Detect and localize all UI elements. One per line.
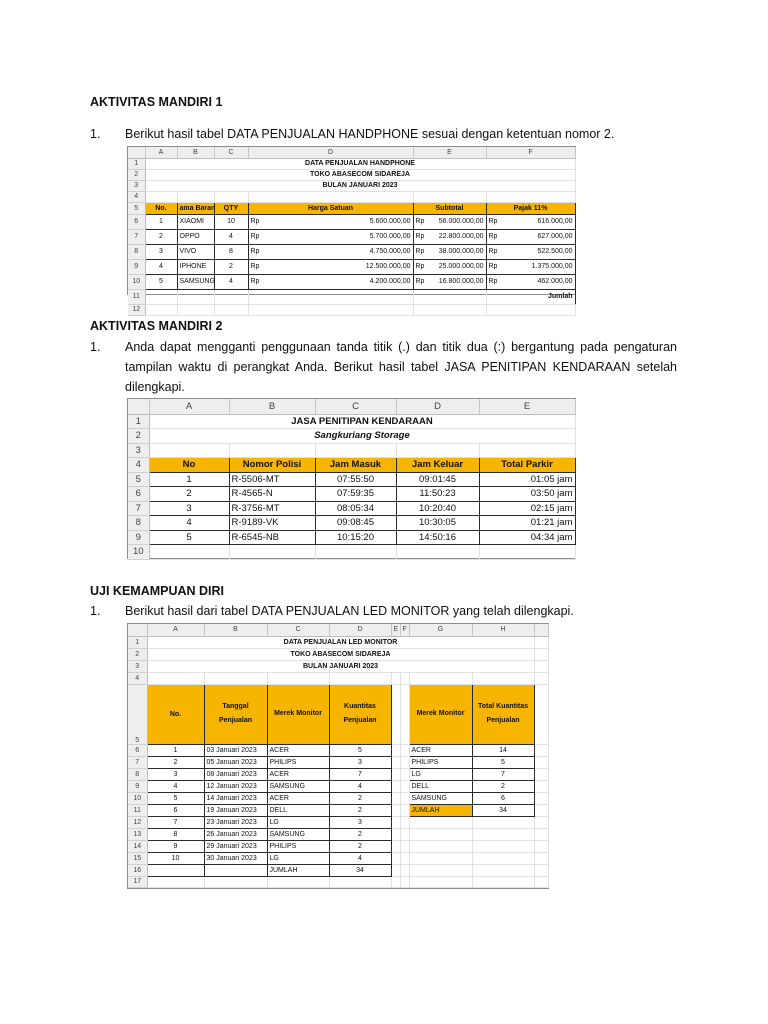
spacer-cell[interactable] [400, 780, 409, 792]
cell-merek[interactable]: PHILIPS [267, 756, 329, 768]
cell-qty[interactable]: 8 [214, 244, 248, 259]
cell-no[interactable]: 5 [147, 792, 204, 804]
empty-cell[interactable] [534, 780, 548, 792]
cell-nomor-polisi[interactable]: R-6545-NB [229, 530, 315, 545]
cell-subtotal[interactable] [413, 214, 486, 229]
cell-merek[interactable]: SAMSUNG [267, 780, 329, 792]
cell-no[interactable]: 4 [147, 780, 204, 792]
table-row [128, 244, 575, 259]
item-number: 1. [90, 604, 101, 618]
cell-merek[interactable]: ACER [267, 768, 329, 780]
cell-no[interactable]: 2 [147, 756, 204, 768]
empty-cell[interactable] [409, 828, 472, 840]
cell-harga[interactable]: 12.500.000,00 [341, 259, 413, 274]
pajak-value: 616.000,00 [537, 218, 573, 225]
cell-currency[interactable]: Rp [248, 214, 341, 229]
cell-tanggal[interactable]: 05 Januari 2023 [204, 756, 267, 768]
cell-jam-keluar[interactable]: 14:50:16 [396, 530, 479, 545]
row-header[interactable]: 2 [128, 169, 145, 180]
sheet-subtitle[interactable]: TOKO ABASECOM SIDAREJA [147, 648, 534, 660]
table-row [128, 792, 548, 804]
row-header[interactable]: 15 [128, 852, 147, 864]
column-header[interactable]: B [204, 624, 267, 636]
spacer-cell[interactable] [400, 816, 409, 828]
spacer-cell[interactable] [391, 840, 400, 852]
row-header[interactable]: 16 [128, 864, 147, 876]
column-header[interactable]: H [472, 624, 534, 636]
cell-kuantitas[interactable]: 4 [329, 780, 391, 792]
table-row [128, 744, 548, 756]
column-header[interactable]: C [267, 624, 329, 636]
column-header[interactable]: F [486, 147, 575, 158]
spacer-cell[interactable] [391, 744, 400, 756]
cell-qty[interactable]: 10 [214, 214, 248, 229]
cell-tanggal[interactable]: 29 Januari 2023 [204, 840, 267, 852]
spacer-cell[interactable] [391, 828, 400, 840]
row-header[interactable]: 11 [128, 804, 147, 816]
cell-total-parkir[interactable]: 02:15 jam [479, 501, 575, 516]
table-row [128, 501, 575, 516]
cell-nomor-polisi[interactable]: R-9189-VK [229, 516, 315, 531]
cell-kuantitas[interactable]: 2 [329, 804, 391, 816]
row-header[interactable]: 12 [128, 304, 145, 315]
sheet-period[interactable]: BULAN JANUARI 2023 [145, 180, 575, 191]
cell-no[interactable]: 3 [145, 244, 177, 259]
currency-label: Rp [488, 263, 498, 270]
row-header[interactable]: 7 [128, 501, 149, 516]
table-row [128, 229, 575, 244]
currency-label: Rp [415, 233, 425, 240]
cell-jam-keluar[interactable]: 11:50:23 [396, 487, 479, 502]
spacer-cell[interactable] [400, 768, 409, 780]
table-row [128, 756, 548, 768]
spacer-cell[interactable] [400, 828, 409, 840]
intro-text: Berikut hasil dari tabel DATA PENJUALAN LED MONITOR yang telah dilengkapi. [125, 604, 574, 618]
row-header[interactable]: 6 [128, 487, 149, 502]
table-row [128, 214, 575, 229]
row-header[interactable]: 1 [128, 158, 145, 169]
empty-cell[interactable] [534, 816, 548, 828]
instruction-line: Anda dapat mengganti penggunaan tanda titik (.) dan titik dua (:) bergantung pada pengaturan [125, 340, 677, 354]
row-header[interactable]: 14 [128, 840, 147, 852]
summary-merek[interactable]: PHILIPS [409, 756, 472, 768]
cell-nama-barang[interactable]: SAMSUNG [177, 274, 214, 289]
cell-jam-masuk[interactable]: 07:55:50 [315, 472, 396, 487]
empty-cell[interactable] [472, 840, 534, 852]
empty-cell[interactable] [534, 756, 548, 768]
header-qty[interactable]: QTY [214, 202, 248, 214]
cell-subtotal[interactable] [413, 274, 486, 289]
header-jam-keluar[interactable]: Jam Keluar [396, 458, 479, 473]
cell-tanggal[interactable]: 19 Januari 2023 [204, 804, 267, 816]
row-header[interactable]: 6 [128, 744, 147, 756]
spacer-cell[interactable] [391, 804, 400, 816]
cell-no[interactable]: 1 [145, 214, 177, 229]
header-no[interactable]: No. [147, 684, 204, 744]
spreadsheet-jasa-penitipan [127, 398, 576, 559]
column-header[interactable]: C [315, 399, 396, 414]
table-row [128, 840, 548, 852]
row-header[interactable]: 8 [128, 244, 145, 259]
currency-label: Rp [488, 218, 498, 225]
row-header[interactable]: 10 [128, 792, 147, 804]
header-total-parkir[interactable]: Total Parkir [479, 458, 575, 473]
summary-merek[interactable]: DELL [409, 780, 472, 792]
section-heading-aktivitas-2: AKTIVITAS MANDIRI 2 [90, 319, 223, 333]
cell-subtotal[interactable] [413, 259, 486, 274]
row-header[interactable]: 6 [128, 214, 145, 229]
cell-total-parkir[interactable]: 03:50 jam [479, 487, 575, 502]
cell-kuantitas[interactable]: 3 [329, 816, 391, 828]
empty-cell[interactable] [472, 816, 534, 828]
empty-cell[interactable] [534, 792, 548, 804]
cell-subtotal[interactable] [413, 229, 486, 244]
row-header[interactable]: 10 [128, 545, 149, 560]
spacer-cell[interactable] [391, 780, 400, 792]
subtotal-value: 56.000.000,00 [438, 218, 484, 225]
header-nomor-polisi[interactable]: Nomor Polisi [229, 458, 315, 473]
pajak-value: 1.375.000,00 [531, 263, 573, 270]
cell-no[interactable]: 4 [145, 259, 177, 274]
item-number: 1. [90, 127, 101, 141]
cell-kuantitas[interactable]: 3 [329, 756, 391, 768]
row-header[interactable]: 3 [128, 443, 149, 458]
row-header[interactable]: 1 [128, 636, 147, 648]
cell-tanggal[interactable]: 14 Januari 2023 [204, 792, 267, 804]
spacer-cell[interactable] [391, 792, 400, 804]
cell-merek[interactable]: DELL [267, 804, 329, 816]
header-pajak[interactable]: Pajak 11% [486, 202, 575, 214]
header-no[interactable]: No [149, 458, 229, 473]
section-heading-aktivitas-1: AKTIVITAS MANDIRI 1 [90, 95, 223, 109]
cell-qty[interactable]: 4 [214, 274, 248, 289]
subtotal-value: 38.000.000,00 [438, 248, 484, 255]
column-header[interactable]: B [229, 399, 315, 414]
pajak-value: 462.000,00 [537, 278, 573, 285]
cell-total-parkir[interactable]: 04:34 jam [479, 530, 575, 545]
column-header[interactable]: D [248, 147, 413, 158]
column-header[interactable]: D [396, 399, 479, 414]
subtotal-value: 25.000.000,00 [438, 263, 484, 270]
empty-cell[interactable] [472, 852, 534, 864]
cell-no[interactable]: 6 [147, 804, 204, 816]
table-row [128, 487, 575, 502]
cell-kuantitas[interactable]: 5 [329, 744, 391, 756]
cell-no[interactable]: 2 [145, 229, 177, 244]
cell-harga[interactable]: 5.600.000,00 [341, 214, 413, 229]
cell-jam-masuk[interactable]: 09:08:45 [315, 516, 396, 531]
currency-label: Rp [488, 233, 498, 240]
row-header[interactable]: 12 [128, 816, 147, 828]
item-number: 1. [90, 340, 101, 354]
header-harga-satuan[interactable]: Harga Satuan [248, 202, 413, 214]
row-header[interactable]: 9 [128, 259, 145, 274]
header-merek[interactable]: Merek Monitor [267, 684, 329, 744]
cell-merek[interactable]: ACER [267, 792, 329, 804]
cell-harga[interactable]: 4.750.000,00 [341, 244, 413, 259]
cell-no[interactable]: 1 [147, 744, 204, 756]
cell-jam-masuk[interactable]: 07:59:35 [315, 487, 396, 502]
table-row [128, 780, 548, 792]
row-header[interactable]: 5 [128, 472, 149, 487]
row-header[interactable]: 10 [128, 274, 145, 289]
currency-label: Rp [415, 218, 425, 225]
row-header[interactable]: 7 [128, 229, 145, 244]
cell-pajak[interactable] [486, 274, 575, 289]
sheet-title[interactable]: JASA PENITIPAN KENDARAAN [149, 414, 575, 429]
cell-merek[interactable]: LG [267, 816, 329, 828]
empty-cell[interactable] [534, 840, 548, 852]
cell-nomor-polisi[interactable]: R-5506-MT [229, 472, 315, 487]
cell-subtotal[interactable] [413, 244, 486, 259]
cell-kuantitas[interactable]: 2 [329, 792, 391, 804]
row-header[interactable]: 5 [128, 202, 145, 214]
cell-kuantitas[interactable]: 4 [329, 852, 391, 864]
section-heading-uji-kemampuan: UJI KEMAMPUAN DIRI [90, 584, 225, 598]
cell-jam-masuk[interactable]: 10:15:20 [315, 530, 396, 545]
jumlah-value[interactable]: 34 [329, 864, 391, 876]
intro-text: Berikut hasil tabel DATA PENJUALAN HANDPHONE sesuai dengan ketentuan nomor 2. [125, 127, 615, 141]
pajak-value: 627.000,00 [537, 233, 573, 240]
empty-cell[interactable] [409, 816, 472, 828]
row-header[interactable]: 7 [128, 756, 147, 768]
row-header[interactable]: 2 [128, 429, 149, 444]
column-header[interactable]: A [147, 624, 204, 636]
cell-no[interactable]: 10 [147, 852, 204, 864]
row-header[interactable]: 8 [128, 768, 147, 780]
summary-total[interactable]: 7 [472, 768, 534, 780]
cell-jam-keluar[interactable]: 09:01:45 [396, 472, 479, 487]
row-header[interactable]: 9 [128, 530, 149, 545]
column-header[interactable]: E [479, 399, 575, 414]
summary-merek[interactable]: LG [409, 768, 472, 780]
spacer-cell[interactable] [400, 852, 409, 864]
summary-total[interactable]: 5 [472, 756, 534, 768]
sheet-title[interactable]: DATA PENJUALAN HANDPHONE [145, 158, 575, 169]
cell-no[interactable]: 5 [149, 530, 229, 545]
cell-tanggal[interactable]: 12 Januari 2023 [204, 780, 267, 792]
cell-kuantitas[interactable]: 7 [329, 768, 391, 780]
instruction-line: tampilan waktu di perangkat Anda. Berikut hasil tabel JASA PENITIPAN KENDARAAN setelah [125, 360, 677, 374]
spacer-cell[interactable] [391, 816, 400, 828]
pajak-value: 522.500,00 [537, 248, 573, 255]
cell-no[interactable]: 3 [149, 501, 229, 516]
cell-pajak[interactable] [486, 259, 575, 274]
table-row [128, 274, 575, 289]
summary-total[interactable]: 2 [472, 780, 534, 792]
row-header[interactable]: 3 [128, 180, 145, 191]
spacer-cell[interactable] [391, 756, 400, 768]
empty-cell[interactable] [534, 744, 548, 756]
row-header[interactable]: 2 [128, 648, 147, 660]
table-row [128, 804, 548, 816]
corner-cell[interactable] [128, 147, 145, 158]
header-no[interactable]: No. [145, 202, 177, 214]
header-kuantitas[interactable]: Kuantitas Penjualan [329, 684, 391, 744]
instruction-line: dilengkapi. [125, 380, 185, 394]
cell-no[interactable]: 8 [147, 828, 204, 840]
column-header[interactable]: C [214, 147, 248, 158]
empty-cell[interactable] [409, 852, 472, 864]
column-header[interactable]: D [329, 624, 391, 636]
empty-cell[interactable] [472, 828, 534, 840]
currency-label: Rp [488, 278, 498, 285]
cell-nama-barang[interactable]: XIAOMI [177, 214, 214, 229]
empty-cell[interactable] [534, 828, 548, 840]
table-row [128, 472, 575, 487]
summary-total[interactable]: 14 [472, 744, 534, 756]
row-header[interactable]: 13 [128, 828, 147, 840]
table-row [128, 516, 575, 531]
empty-cell[interactable] [409, 840, 472, 852]
row-header[interactable]: 11 [128, 289, 145, 304]
cell-no[interactable]: 7 [147, 816, 204, 828]
cell-no[interactable]: 5 [145, 274, 177, 289]
row-header[interactable]: 4 [128, 191, 145, 202]
empty-cell[interactable] [534, 804, 548, 816]
cell-nama-barang[interactable]: VIVO [177, 244, 214, 259]
table-row [128, 768, 548, 780]
cell-tanggal[interactable]: 26 Januari 2023 [204, 828, 267, 840]
cell-pajak[interactable] [486, 229, 575, 244]
currency-label: Rp [415, 248, 425, 255]
cell-nomor-polisi[interactable]: R-3756-MT [229, 501, 315, 516]
cell-total-parkir[interactable]: 01:21 jam [479, 516, 575, 531]
currency-label: Rp [415, 278, 425, 285]
cell-tanggal[interactable]: 23 Januari 2023 [204, 816, 267, 828]
spacer-cell[interactable] [400, 792, 409, 804]
spacer-cell[interactable] [400, 744, 409, 756]
cell-pajak[interactable] [486, 214, 575, 229]
cell-qty[interactable]: 2 [214, 259, 248, 274]
summary-merek[interactable]: SAMSUNG [409, 792, 472, 804]
column-header[interactable]: E [413, 147, 486, 158]
jumlah-label[interactable]: JUMLAH [267, 864, 329, 876]
subtotal-value: 22.800.000,00 [438, 233, 484, 240]
column-header[interactable]: A [145, 147, 177, 158]
cell-nama-barang[interactable]: IPHONE [177, 259, 214, 274]
cell-currency[interactable]: Rp [248, 259, 341, 274]
column-header[interactable]: F [400, 624, 409, 636]
summary-merek[interactable]: ACER [409, 744, 472, 756]
cell-merek[interactable]: SAMSUNG [267, 828, 329, 840]
column-header[interactable]: E [391, 624, 400, 636]
row-header[interactable]: 17 [128, 876, 147, 887]
sheet-title[interactable]: DATA PENJUALAN LED MONITOR [147, 636, 534, 648]
cell-merek[interactable]: LG [267, 852, 329, 864]
table-row [128, 259, 575, 274]
table-row [128, 852, 548, 864]
header-nama-barang[interactable]: ama Baran [177, 202, 214, 214]
empty-cell[interactable] [534, 852, 548, 864]
subtotal-value: 16.800.000,00 [438, 278, 484, 285]
cell-harga[interactable]: 5.700.000,00 [341, 229, 413, 244]
cell-currency[interactable]: Rp [248, 244, 341, 259]
header-total-kuantitas[interactable]: Total Kuantitas Penjualan [472, 684, 534, 744]
cell-jam-keluar[interactable]: 10:30:05 [396, 516, 479, 531]
row-header[interactable]: 4 [128, 672, 147, 684]
row-header[interactable]: 4 [128, 458, 149, 473]
cell-kuantitas[interactable]: 2 [329, 840, 391, 852]
table-row [128, 828, 548, 840]
cell-no[interactable]: 1 [149, 472, 229, 487]
cell-jam-masuk[interactable]: 08:05:34 [315, 501, 396, 516]
jumlah-label[interactable]: Jumlah [486, 289, 575, 304]
spacer-cell[interactable] [391, 852, 400, 864]
row-header[interactable]: 5 [128, 684, 147, 744]
spreadsheet-handphone [127, 146, 576, 313]
table-row [128, 530, 575, 545]
column-header[interactable]: G [409, 624, 472, 636]
header-merek-summary[interactable]: Merek Monitor [409, 684, 472, 744]
spacer-cell[interactable] [400, 840, 409, 852]
spreadsheet-led-monitor [127, 623, 549, 889]
cell-currency[interactable]: Rp [248, 274, 341, 289]
cell-tanggal[interactable]: 03 Januari 2023 [204, 744, 267, 756]
summary-jumlah-value[interactable]: 34 [472, 804, 534, 816]
column-header[interactable]: A [149, 399, 229, 414]
currency-label: Rp [488, 248, 498, 255]
cell-no[interactable]: 2 [149, 487, 229, 502]
currency-label: Rp [415, 263, 425, 270]
cell-total-parkir[interactable]: 01:05 jam [479, 472, 575, 487]
sheet-period[interactable]: BULAN JANUARI 2023 [147, 660, 534, 672]
spacer-cell[interactable] [391, 768, 400, 780]
cell-no[interactable]: 3 [147, 768, 204, 780]
cell-merek[interactable]: PHILIPS [267, 840, 329, 852]
empty-cell[interactable] [534, 768, 548, 780]
header-tanggal[interactable]: Tanggal Penjualan [204, 684, 267, 744]
summary-jumlah-label[interactable]: JUMLAH [409, 804, 472, 816]
row-header[interactable]: 3 [128, 660, 147, 672]
cell-nama-barang[interactable]: OPPO [177, 229, 214, 244]
cell-merek[interactable]: ACER [267, 744, 329, 756]
sheet-subtitle[interactable]: Sangkuriang Storage [149, 429, 575, 444]
column-header[interactable]: B [177, 147, 214, 158]
spacer-cell[interactable] [400, 804, 409, 816]
cell-nomor-polisi[interactable]: R-4565-N [229, 487, 315, 502]
corner-cell[interactable] [128, 624, 147, 636]
table-row [128, 816, 548, 828]
cell-kuantitas[interactable]: 2 [329, 828, 391, 840]
cell-no[interactable]: 9 [147, 840, 204, 852]
header-subtotal[interactable]: Subtotal [413, 202, 486, 214]
row-header[interactable]: 9 [128, 780, 147, 792]
row-header[interactable]: 8 [128, 516, 149, 531]
cell-qty[interactable]: 4 [214, 229, 248, 244]
cell-jam-keluar[interactable]: 10:20:40 [396, 501, 479, 516]
cell-currency[interactable]: Rp [248, 229, 341, 244]
header-jam-masuk[interactable]: Jam Masuk [315, 458, 396, 473]
sheet-subtitle[interactable]: TOKO ABASECOM SIDAREJA [145, 169, 575, 180]
summary-total[interactable]: 6 [472, 792, 534, 804]
row-header[interactable]: 1 [128, 414, 149, 429]
instruction-text [125, 337, 677, 397]
cell-pajak[interactable] [486, 244, 575, 259]
cell-no[interactable]: 4 [149, 516, 229, 531]
cell-tanggal[interactable]: 08 Januari 2023 [204, 768, 267, 780]
corner-cell[interactable] [128, 399, 149, 414]
cell-harga[interactable]: 4.200.000,00 [341, 274, 413, 289]
cell-tanggal[interactable]: 30 Januari 2023 [204, 852, 267, 864]
spacer-cell[interactable] [400, 756, 409, 768]
